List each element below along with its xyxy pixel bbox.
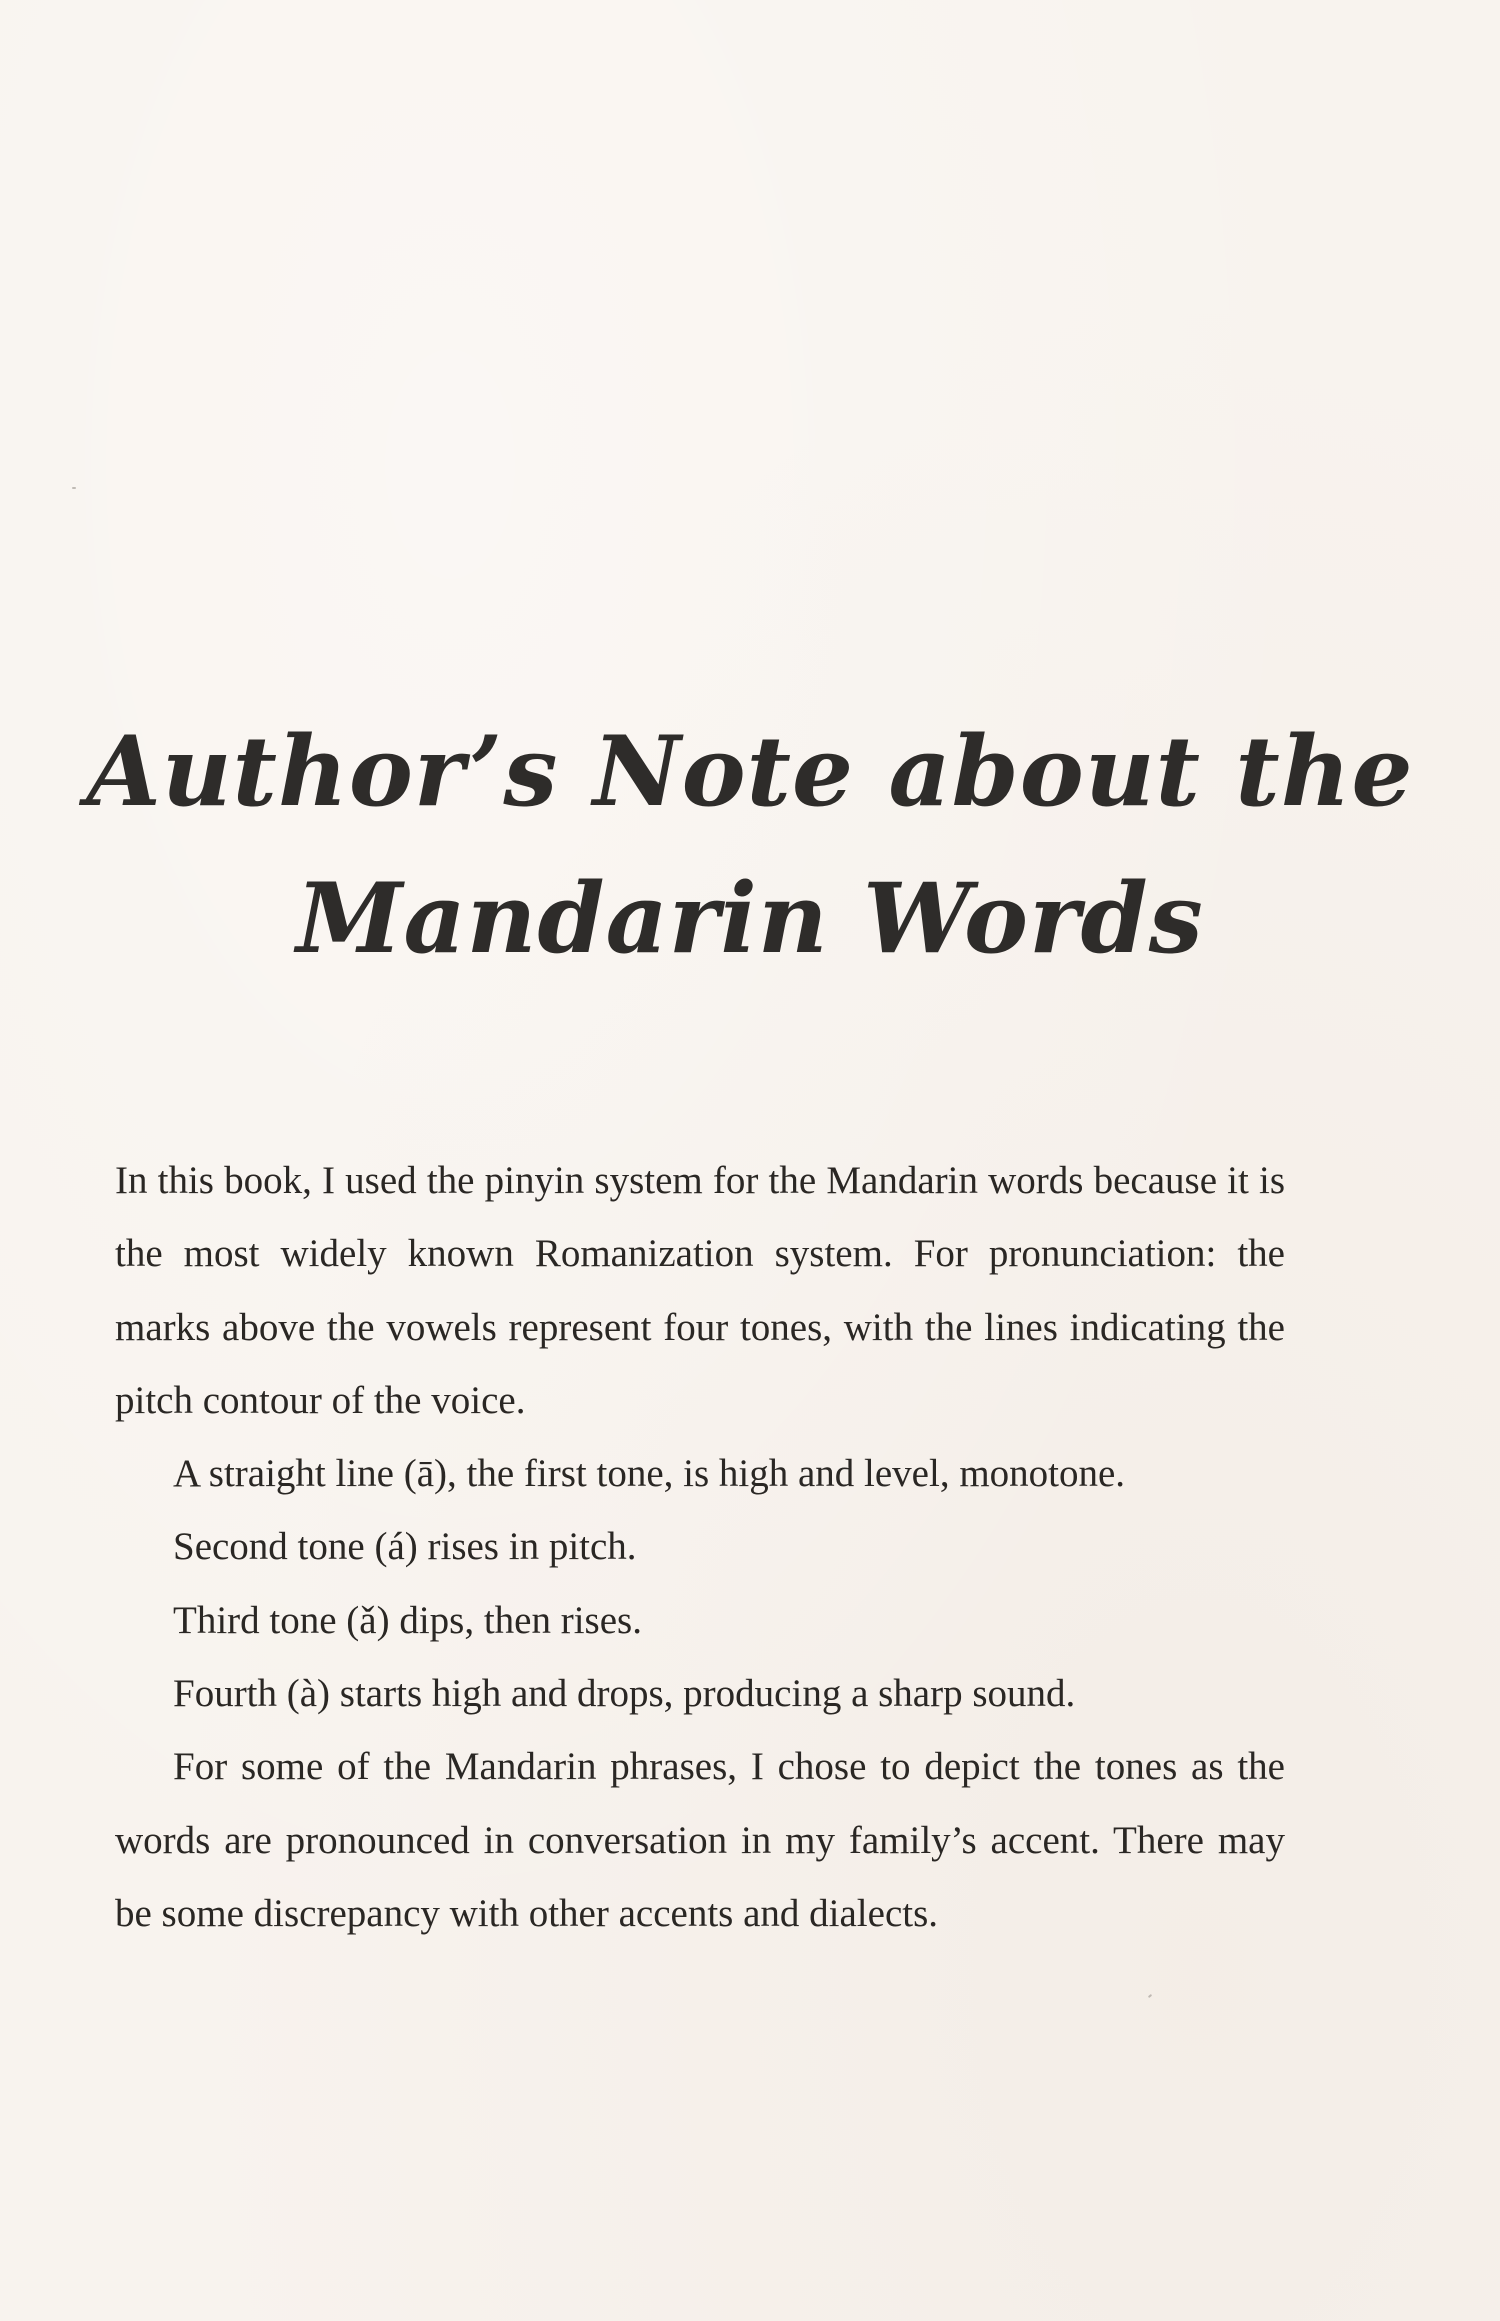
tone-1-paragraph: A straight line (ā), the first tone, is high and level, monotone. [173, 1452, 1126, 1496]
tone-3-paragraph: Third tone (ǎ) dips, then rises. [173, 1598, 642, 1642]
authors-note-body [115, 1144, 1285, 1950]
intro-paragraph: In this book, I used the pinyin system for the Mandarin words because it is the most widely known Romanization system. For pronunciation: the marks above the vowels represent four tones, with the lines indicating the pitch contour of the voice. [115, 1159, 1285, 1422]
page-title-line-1: Author’s Note about the [86, 715, 1414, 828]
closing-paragraph: For some of the Mandarin phrases, I chose to depict the tones as the words are pronounced in conversation in my family’s accent. There may be some discrepancy with other accents and dialects. [115, 1745, 1285, 1935]
paper-speck [72, 487, 76, 489]
page-title-line-2: Mandarin Words [296, 862, 1204, 975]
tone-4-paragraph: Fourth (à) starts high and drops, producing a sharp sound. [173, 1672, 1076, 1716]
paper-speck [1148, 1994, 1152, 1998]
tone-2-paragraph: Second tone (á) rises in pitch. [173, 1525, 637, 1569]
